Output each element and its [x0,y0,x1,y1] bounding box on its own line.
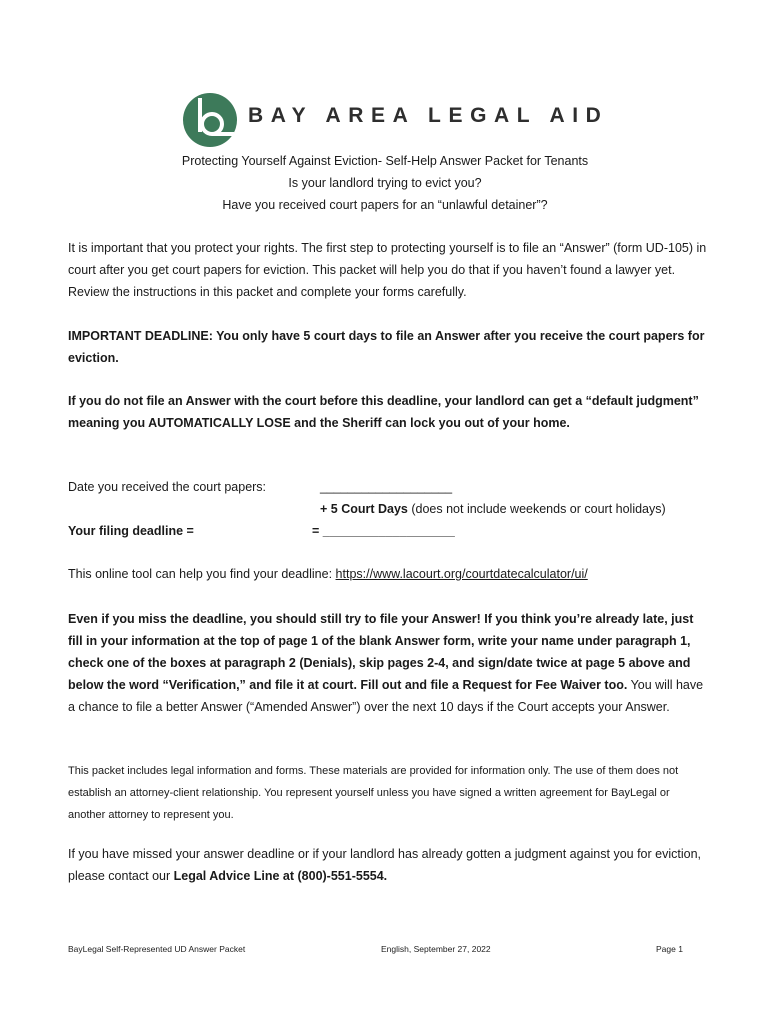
bay-area-legal-aid-logo-icon [182,92,240,148]
filing-deadline-label: Your filing deadline = [68,524,194,538]
date-received-blank: ___________________ [320,480,453,494]
footer-page-number: Page 1 [656,944,683,954]
date-received-label: Date you received the court papers: [68,480,267,494]
contact-paragraph [68,843,708,887]
important-deadline: IMPORTANT DEADLINE: You only have 5 court days to file an Answer after you receive the court papers for eviction. [68,329,705,365]
document-title: Protecting Yourself Against Eviction- Self-Help Answer Packet for Tenants [181,154,589,168]
logo [182,92,642,148]
court-date-calculator-link[interactable]: https://www.lacourt.org/courtdatecalculator/ui/ [335,567,588,581]
default-judgment-warning: If you do not file an Answer with the court before this deadline, your landlord can get a “default judgment” meaning you AUTOMATICALLY LOSE and the Sheriff can lock you out of your home. [68,394,699,430]
missed-deadline-normal: You will have a chance to file a better Answer (“Amended Answer”) over the next 10 days if the Court accepts your Answer. [68,678,704,714]
footer-left: BayLegal Self-Represented UD Answer Packet [68,944,246,954]
missed-deadline-paragraph [68,608,708,718]
plus-court-days-note: (does not include weekends or court holidays) [407,502,666,516]
footer-center: English, September 27, 2022 [381,944,491,954]
online-tool-line [68,567,588,581]
legal-advice-line: Legal Advice Line at (800)-551-5554. [173,869,388,883]
contact-text: If you have missed your answer deadline or if your landlord has already gotten a judgment against you for eviction, please contact our [68,847,702,883]
missed-deadline-bold: Even if you miss the deadline, you should still try to file your Answer! If you think you’re already late, just fill in your information at the top of page 1 of the blank Answer form, write your name under paragraph 1, check one of the boxes at paragraph 2 (Denials), skip pages 2-4, and sign/date twice at page 5 above and below the word “Verification,” and file it at court. Fill out and file a Request for Fee Waiver too. [68,612,694,692]
online-tool-text: This online tool can help you find your deadline: [68,567,336,581]
disclaimer: This packet includes legal information and forms. These materials are provided for information only. The use of them does not establish an attorney-client relationship. You represent yourself unless you have signed a written agreement for BayLegal or another attorney to represent you. [68,765,679,821]
intro-paragraph: It is important that you protect your rights. The first step to protecting yourself is to file an “Answer” (form UD-105) in court after you get court papers for eviction. This packet will help you do that if you haven’t found a lawyer yet. Review the instructions in this packet and complete your forms carefully. [68,241,707,299]
org-name: BAY AREA LEGAL AID [248,104,609,127]
question-evict: Is your landlord trying to evict you? [288,176,482,190]
plus-court-days-label: + 5 Court Days [320,502,408,516]
question-unlawful-detainer: Have you received court papers for an “unlawful detainer”? [222,198,548,212]
filing-deadline-blank: = ___________________ [312,524,455,538]
plus-court-days [320,502,666,516]
